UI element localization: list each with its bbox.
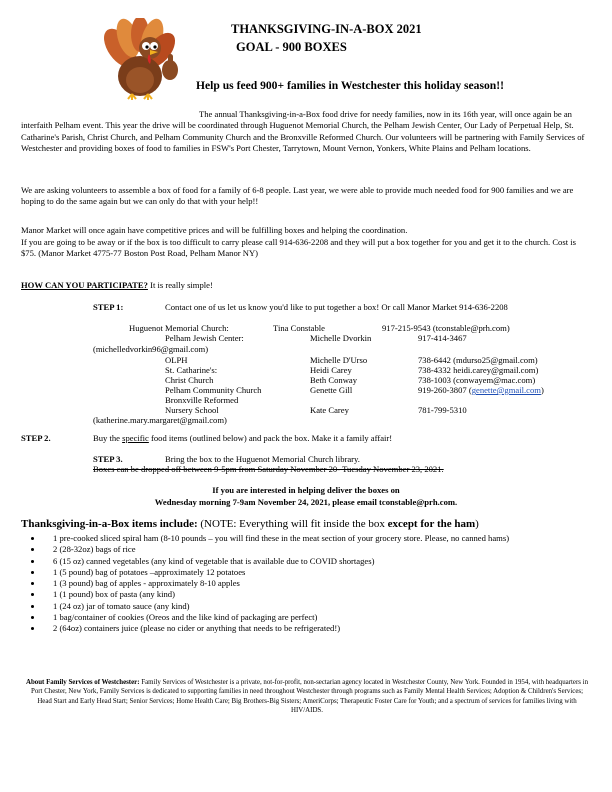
- intro-paragraph-3b: If you are going to be away or if the box is too difficult to carry please call 914-636-2208 and they will put a box together for you and get it to the church. Cost is $75. (Manor Market 4775-77 Boston Post Road, Pelham Manor NY): [21, 237, 576, 259]
- contact-email-wrap: (michelledvorkin96@gmail.com): [93, 344, 209, 354]
- contact-phone: 919-260-3807 (: [418, 385, 472, 395]
- step2-text: [93, 433, 392, 443]
- contact-name: Heidi Carey: [310, 365, 352, 375]
- items-note: (NOTE: Everything will fit inside the box: [197, 518, 388, 530]
- items-note-close: ): [475, 518, 479, 530]
- list-item: • 1 (3 pound) bag of apples - approximately 8-10 apples: [43, 578, 608, 589]
- contact-church: Nursery School: [165, 405, 219, 415]
- list-item: • 2 (64oz) containers juice (please no cider or anything that needs to be refrigerated!): [43, 623, 608, 634]
- contact-church: OLPH: [165, 355, 188, 365]
- step3-label: STEP 3.: [93, 454, 123, 464]
- contact-info: 738-6442 (mdurso25@gmail.com): [418, 355, 538, 365]
- contact-name: Genette Gill: [310, 385, 353, 395]
- contact-name: Michelle Dvorkin: [310, 333, 372, 343]
- intro-paragraph-1: The annual Thanksgiving-in-a-Box food drive for needy families, now in its 16th year, will once again be an interfaith Pelham event. This year the drive will be coordinated through Huguenot Memorial Church, the Pelham Jewish Center, Our Lady of Perpetual Help, St. Catharine's Parish, Christ Church, and Pelham Community Church and the Bronxville Reformed Church. Our volunteers will be partnering with Family Services of Westchester and providing boxes of food to families in FSW's Port Chester, Tarrytown, Mount Vernon, Yonkers, White Plains and Pelham locations.: [21, 109, 585, 154]
- flyer-title: THANKSGIVING-IN-A-BOX 2021: [231, 22, 422, 36]
- step2-pre: Buy the: [93, 433, 123, 443]
- participate-heading-line: [21, 280, 213, 290]
- contact-name: Michelle D'Urso: [310, 355, 368, 365]
- list-item: • 1 (1 pound) box of pasta (any kind): [43, 589, 608, 600]
- participate-suffix: It is really simple!: [147, 280, 213, 290]
- contact-church: Christ Church: [165, 375, 214, 385]
- contact-name: Tina Constable: [273, 323, 325, 333]
- turkey-illustration: [100, 18, 192, 100]
- step2-post: food items (outlined below) and pack the box. Make it a family affair!: [148, 433, 393, 443]
- intro-paragraph-3a: Manor Market will once again have competitive prices and will be fulfilling boxes and helping the coordination.: [21, 225, 408, 235]
- list-item: • 1 (24 oz) jar of tomato sauce (any kind): [43, 601, 608, 612]
- delivery-line-1: If you are interested in helping deliver the boxes on: [212, 485, 400, 495]
- contact-church: Pelham Community Church: [165, 385, 262, 395]
- items-heading-line: [21, 518, 479, 531]
- intro-paragraph-2: We are asking volunteers to assemble a box of food for a family of 6-8 people. Last year, we were able to provide much needed food for 900 families and we are hoping to do the same again but we can only do that with your help!!: [21, 185, 574, 207]
- about-label: About Family Services of Westchester:: [25, 679, 140, 686]
- step1-label: STEP 1:: [93, 302, 124, 312]
- contact-info: 738-4332 heidi.carey@gmail.com): [418, 365, 539, 375]
- contact-info: 781-799-5310: [418, 405, 467, 415]
- contact-info: [418, 385, 544, 395]
- contact-name: Kate Carey: [310, 405, 349, 415]
- items-note-ham: except for the ham: [387, 518, 476, 530]
- list-item: • 2 (28-32oz) bags of rice: [43, 544, 608, 555]
- participate-heading: HOW CAN YOU PARTICIPATE?: [21, 280, 148, 290]
- contact-church: Pelham Jewish Center:: [165, 333, 244, 343]
- step2-label: STEP 2.: [21, 433, 51, 443]
- contact-email-wrap: (katherine.mary.margaret@gmail.com): [93, 415, 227, 425]
- genette-email-link[interactable]: genette@gmail.com: [471, 385, 541, 395]
- tagline: Help us feed 900+ families in Westchester this holiday season!!: [196, 79, 504, 92]
- contact-info: 738-1003 (conwayem@mac.com): [418, 375, 536, 385]
- contact-info: 917-215-9543 (tconstable@prh.com): [382, 323, 510, 333]
- step3-text: Bring the box to the Huguenot Memorial Church library.: [165, 454, 360, 464]
- list-item: • 1 (5 pound) bag of potatoes –approximately 12 potatoes: [43, 567, 608, 578]
- list-item: • 1 bag/container of cookies (Oreos and the like kind of packaging are perfect): [43, 612, 608, 623]
- step1-text: Contact one of us let us know you'd like to put together a box! Or call Manor Market 914-636-2208: [165, 302, 508, 312]
- list-item: • 1 pre-cooked sliced spiral ham (8-10 pounds – you will find these in the meat section of your grocery store. Please, no canned hams): [43, 533, 608, 544]
- about-text: Family Services of Westchester is a private, not-for-profit, non-sectarian agency located in Westchester County, New York. Founded in 1954, with headquarters in Port Chester, New York, Family Services is dedicated to supporting families in need throughout Westchester through programs such as Family Mental Health Services; Adoption & Children's Services; Head Start and Early Head Start; Senior Services; Home Health Care; Big Brothers-Big Sisters; AmeriCorps; Therapeutic Foster Care for Youth; and a spectrum of services for families living with HIV/AIDS.: [30, 679, 589, 714]
- items-heading: Thanksgiving-in-a-Box items include:: [21, 518, 198, 530]
- items-list: [29, 533, 608, 635]
- dropoff-window: Boxes can be dropped off between 9-5pm from Saturday November 20- Tuesday November 23, 2021.: [93, 464, 444, 474]
- contact-church: St. Catharine's:: [165, 365, 218, 375]
- contact-church: Bronxville Reformed: [165, 395, 239, 405]
- contact-info: 917-414-3467: [418, 333, 467, 343]
- list-item: • 6 (15 oz) canned vegetables (any kind of vegetable that is available due to COVID shortages): [43, 556, 608, 567]
- contact-church: Huguenot Memorial Church:: [129, 323, 229, 333]
- step2-specific: specific: [122, 433, 149, 443]
- paren-close: ): [540, 385, 544, 395]
- contact-name: Beth Conway: [310, 375, 358, 385]
- flyer-goal: GOAL - 900 BOXES: [236, 40, 347, 54]
- delivery-line-2: Wednesday morning 7-9am November 24, 2021, please email tconstable@prh.com.: [154, 497, 458, 507]
- about-section: [24, 678, 590, 715]
